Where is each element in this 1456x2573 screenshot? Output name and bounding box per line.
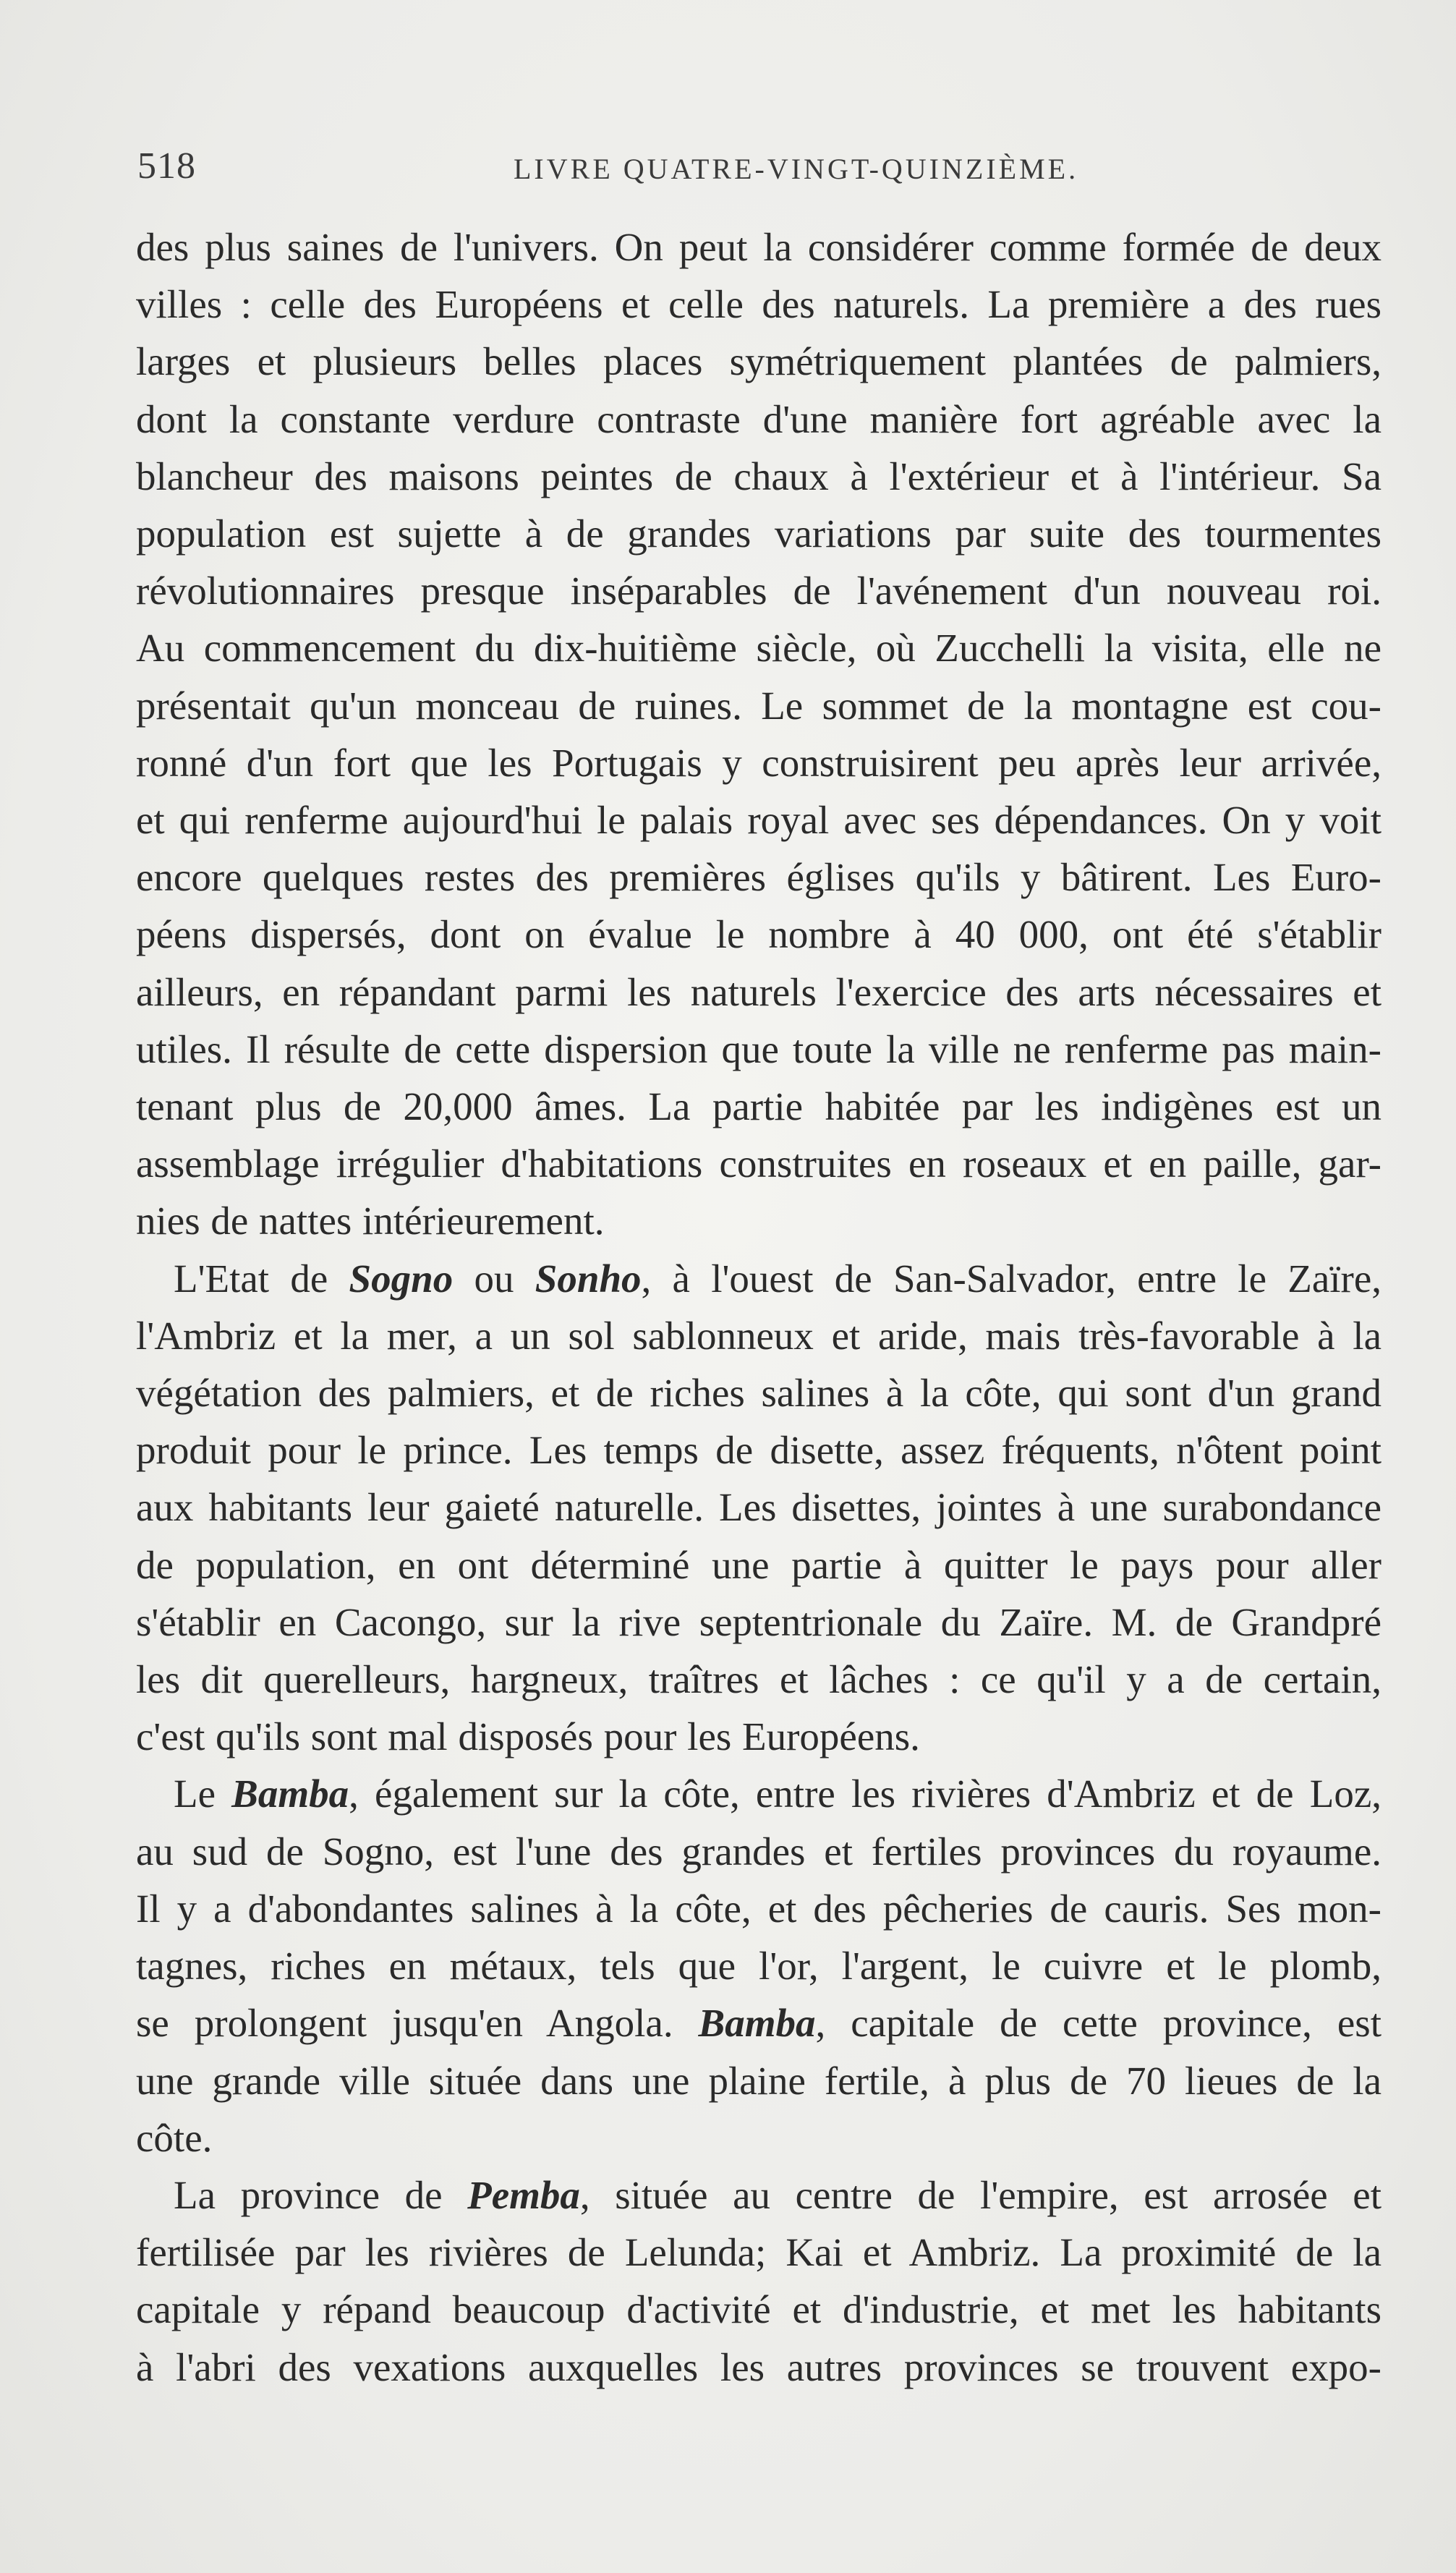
text-run: , située au centre de l'empire, est arrosée et: [579, 2172, 1382, 2217]
text-line: de population, en ont déterminé une partie à quitter le pays pour aller: [136, 1542, 1382, 1587]
text-line: côte.: [136, 2115, 213, 2160]
text-run: se prolongent jusqu'en Angola.: [136, 2001, 699, 2046]
place-name-bamba-capital: Bamba: [698, 2001, 816, 2046]
text-line: [136, 1765, 1382, 1822]
text-line: assemblage irrégulier d'habitations construites en roseaux et en paille, gar-: [136, 1141, 1382, 1186]
text-line: [136, 1994, 1382, 2051]
text-line: aux habitants leur gaieté naturelle. Les disettes, jointes à une surabondance: [136, 1485, 1382, 1530]
body-text: [136, 218, 1382, 2396]
text-run: La province de: [174, 2172, 468, 2217]
text-line: des plus saines de l'univers. On peut la considérer comme formée de deux: [136, 225, 1382, 269]
place-name-pemba: Pemba: [467, 2172, 580, 2217]
paragraph-2: [136, 1250, 1382, 1766]
text-line: ailleurs, en répandant parmi les naturels l'exercice des arts nécessaires et: [136, 969, 1382, 1014]
text-line: [136, 1250, 1382, 1307]
text-line: villes : celle des Européens et celle des naturels. La première a des rues: [136, 282, 1382, 327]
paragraph-4: [136, 2166, 1382, 2396]
text-line: présentait qu'un monceau de ruines. Le sommet de la montagne est cou-: [136, 683, 1382, 728]
text-line: à l'abri des vexations auxquelles les autres provinces se trouvent expo-: [136, 2344, 1382, 2389]
paragraph-1: [136, 218, 1382, 1250]
text-line: tagnes, riches en métaux, tels que l'or, l'argent, le cuivre et le plomb,: [136, 1944, 1382, 1989]
text-line: végétation des palmiers, et de riches salines à la côte, qui sont d'un grand: [136, 1371, 1382, 1416]
text-run: Le: [174, 1772, 232, 1816]
place-name-sogno: Sogno: [349, 1256, 454, 1301]
text-run: L'Etat de: [174, 1256, 349, 1301]
text-line: et qui renferme aujourd'hui le palais royal avec ses dépendances. On y voit: [136, 798, 1382, 843]
text-line: péens dispersés, dont on évalue le nombre à 40 000, ont été s'établir: [136, 912, 1382, 957]
running-head: [137, 145, 1338, 188]
text-line: révolutionnaires presque inséparables de l'avénement d'un nouveau roi.: [136, 569, 1382, 613]
text-line: fertilisée par les rivières de Lelunda; Kai et Ambriz. La proximité de la: [136, 2230, 1382, 2275]
text-line: Au commencement du dix-huitième siècle, où Zucchelli la visita, elle ne: [136, 626, 1382, 671]
place-name-sonho: Sonho: [535, 1256, 642, 1301]
text-line: ronné d'un fort que les Portugais y construisirent peu après leur arrivée,: [136, 740, 1382, 785]
text-run: ou: [453, 1256, 535, 1301]
text-line: capitale y répand beaucoup d'activité et d'industrie, et met les habitants: [136, 2287, 1382, 2332]
text-line: les dit querelleurs, hargneux, traîtres et lâches : ce qu'il y a de certain,: [136, 1657, 1382, 1702]
text-line: larges et plusieurs belles places symétriquement plantées de palmiers,: [136, 339, 1382, 384]
text-line: encore quelques restes des premières églises qu'ils y bâtirent. Les Euro-: [136, 855, 1382, 900]
text-line: utiles. Il résulte de cette dispersion que toute la ville ne renferme pas main-: [136, 1026, 1382, 1071]
text-line: nies de nattes intérieurement.: [136, 1199, 605, 1243]
text-line: blancheur des maisons peintes de chaux à l'extérieur et à l'intérieur. Sa: [136, 454, 1382, 498]
text-line: l'Ambriz et la mer, a un sol sablonneux et aride, mais très-favorable à la: [136, 1313, 1382, 1358]
page-number: 518: [137, 145, 196, 187]
paragraph-3: [136, 1765, 1382, 2166]
text-line: Il y a d'abondantes salines à la côte, et des pêcheries de cauris. Ses mon-: [136, 1886, 1382, 1931]
text-line: une grande ville située dans une plaine fertile, à plus de 70 lieues de la: [136, 2058, 1382, 2103]
place-name-bamba: Bamba: [231, 1772, 349, 1816]
text-run: , capitale de cette province, est: [815, 2001, 1382, 2046]
text-line: population est sujette à de grandes variations par suite des tourmentes: [136, 511, 1382, 556]
text-run: , également sur la côte, entre les rivières d'Ambriz et de Loz,: [349, 1772, 1382, 1816]
text-line: tenant plus de 20,000 âmes. La partie habitée par les indigènes est un: [136, 1084, 1382, 1129]
text-line: s'établir en Cacongo, sur la rive septentrionale du Zaïre. M. de Grandpré: [136, 1599, 1382, 1644]
running-title: LIVRE QUATRE-VINGT-QUINZIÈME.: [514, 153, 1079, 185]
text-line: dont la constante verdure contraste d'une manière fort agréable avec la: [136, 396, 1382, 441]
text-run: , à l'ouest de San-Salvador, entre le Zaïre,: [641, 1256, 1382, 1301]
text-line: produit pour le prince. Les temps de disette, assez fréquents, n'ôtent point: [136, 1428, 1382, 1473]
text-line: [136, 2166, 1382, 2224]
text-line: au sud de Sogno, est l'une des grandes et fertiles provinces du royaume.: [136, 1829, 1382, 1874]
text-line: c'est qu'ils sont mal disposés pour les Européens.: [136, 1714, 920, 1759]
